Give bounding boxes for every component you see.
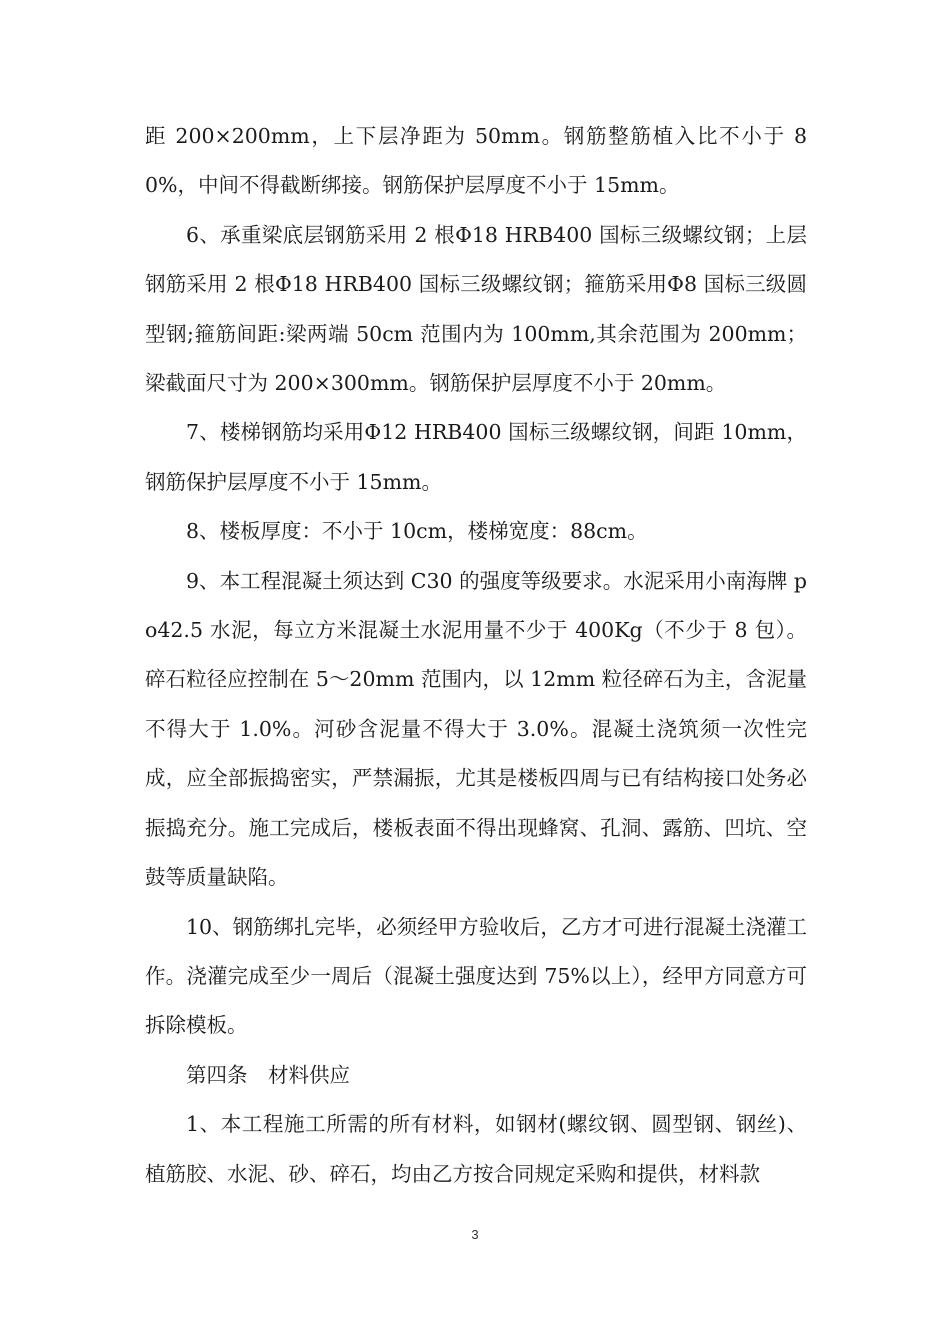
paragraph-continued: 距 200×200mm，上下层净距为 50mm。钢筋整筋植入比不小于 80%，中间不得截断绑接。钢筋保护层厚度不小于 15mm。 [145,124,807,198]
document-body [145,112,807,1199]
paragraph-item-10: 10、钢筋绑扎完毕，必须经甲方验收后，乙方才可进行混凝土浇灌工作。浇灌完成至少一周后（混凝土强度达到 75%以上），经甲方同意方可拆除模板。 [145,914,807,1038]
paragraph-item-6: 6、承重梁底层钢筋采用 2 根Φ18 HRB400 国标三级螺纹钢；上层钢筋采用 2 根Φ18 HRB400 国标三级螺纹钢；箍筋采用Φ8 国标三级圆型钢;箍筋间距:梁两端 50cm 范围内为 100mm,其余范围为 200mm；梁截面尺寸为 200×300mm。钢筋保护层厚度不小于 20mm。 [145,222,807,396]
paragraph-item-9: 9、本工程混凝土须达到 C30 的强度等级要求。水泥采用小南海牌 po42.5 水泥，每立方米混凝土水泥用量不少于 400Kg（不少于 8 包）。碎石粒径应控制在 5～20mm 范围内，以 12mm 粒径碎石为主，含泥量不得大于 1.0%。河砂含泥量不得大于 3.0%。混凝土浇筑须一次性完成，应全部振捣密实，严禁漏振，尤其是楼板四周与已有结构接口处务必振捣充分。施工完成后，楼板表面不得出现蜂窝、孔洞、露筋、凹坑、空鼓等质量缺陷。 [145,568,807,890]
paragraph-item-8: 8、楼板厚度：不小于 10cm，楼梯宽度：88cm。 [186,519,648,544]
paragraph-material-1: 1、本工程施工所需的所有材料，如钢材(螺纹钢、圆型钢、钢丝)、植筋胶、水泥、砂、碎石，均由乙方按合同规定采购和提供，材料款 [145,1112,807,1186]
page-number: 3 [471,1227,479,1242]
paragraph-item-7: 7、楼梯钢筋均采用Φ12 HRB400 国标三级螺纹钢，间距 10mm，钢筋保护层厚度不小于 15mm。 [145,420,807,494]
section-heading-article-4: 第四条 材料供应 [186,1062,350,1087]
